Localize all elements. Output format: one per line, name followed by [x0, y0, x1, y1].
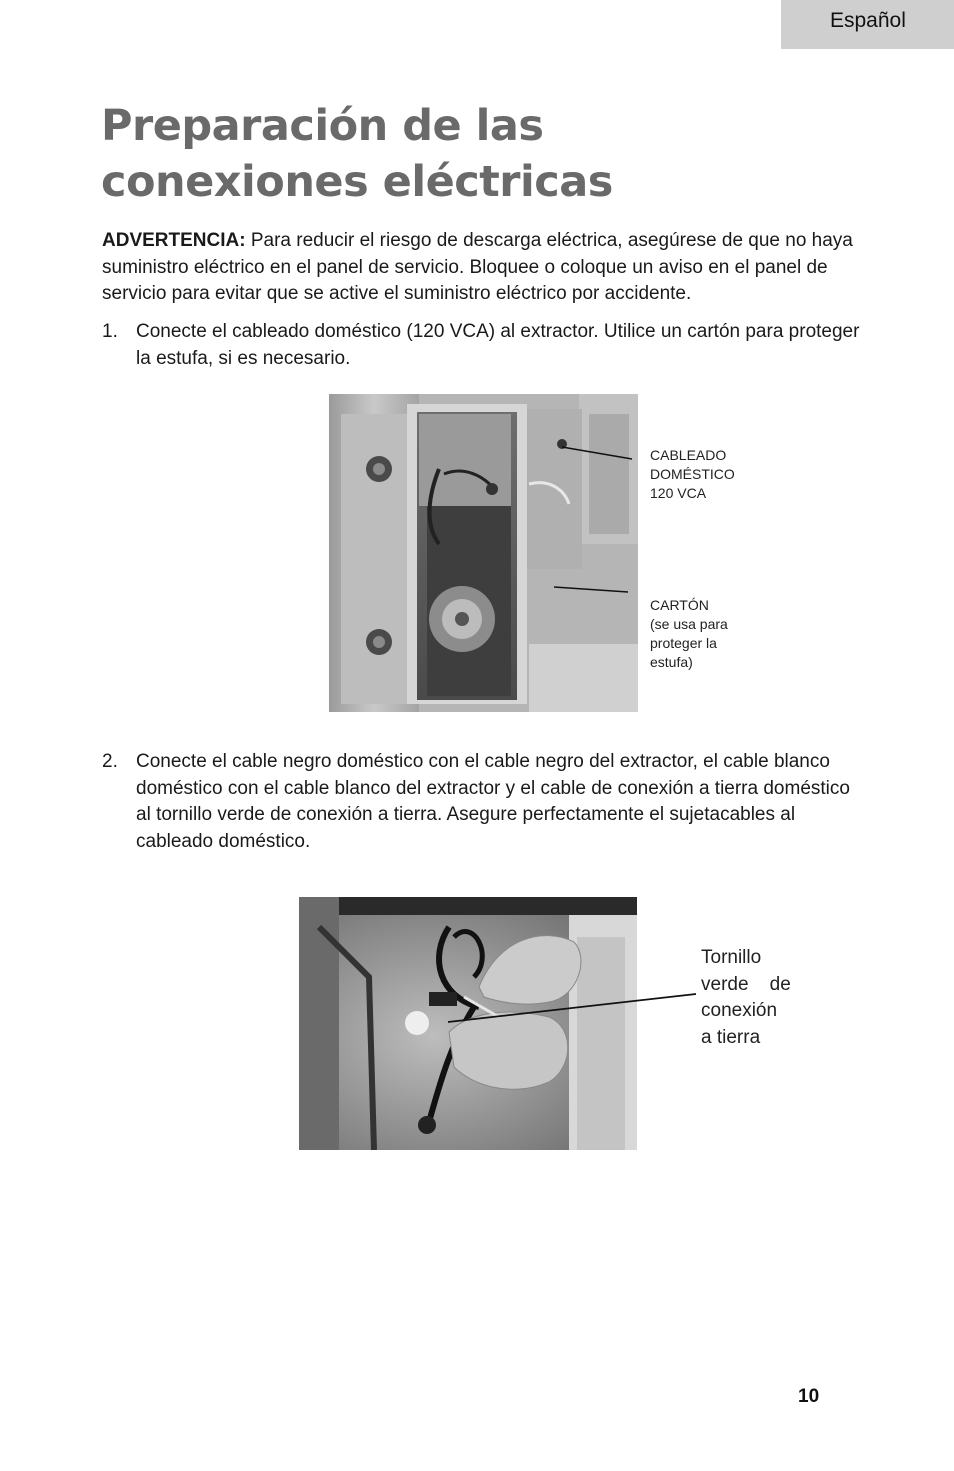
ground-screw-callout-line1: Tornillo: [701, 947, 762, 968]
wiring-callout-line2: DOMÉSTICO: [650, 466, 735, 482]
language-tab: Español: [781, 0, 954, 49]
ground-screw-callout-line4: a tierra: [701, 1026, 761, 1048]
step-1: [102, 319, 862, 372]
step-1-number: 1.: [102, 321, 118, 342]
step-2: [102, 749, 862, 855]
warning-label: ADVERTENCIA:: [102, 230, 246, 251]
carton-callout-line4: estufa): [650, 654, 693, 670]
page-number: 10: [798, 1386, 820, 1407]
page-title: [101, 98, 861, 210]
ground-screw-callout-line3: conexión: [701, 1000, 778, 1021]
carton-callout-line2: (se usa para: [650, 616, 728, 632]
step-2-text: Conecte el cable negro doméstico con el cable negro del extractor, el cable blanco doméstico con el cable blanco del extractor y el cable de conexión a tierra doméstico al tornillo verde de conexión a tierra. Asegure perfectamente el sujetacables al cableado doméstico.: [136, 751, 850, 852]
hood-wiring-photo: [329, 394, 638, 712]
warning-paragraph: [102, 228, 862, 308]
wiring-callout-line3: 120 VCA: [650, 485, 707, 501]
step-1-text: Conecte el cableado doméstico (120 VCA) al extractor. Utilice un cartón para proteger la estufa, si es necesario.: [136, 321, 860, 369]
carton-callout-line3: proteger la: [650, 635, 717, 651]
ground-screw-photo: [299, 897, 637, 1150]
step-2-number: 2.: [102, 751, 118, 772]
warning-text: Para reducir el riesgo de descarga eléctrica, asegúrese de que no haya suministro eléctrico en el panel de servicio. Bloquee o coloque un aviso en el panel de servicio para evitar que se active el suministro eléctrico por accidente.: [102, 230, 853, 304]
page-title-line2: conexiones eléctricas: [101, 157, 613, 207]
ground-screw-callout-line2: verde de: [701, 973, 791, 995]
wiring-callout-line1: CABLEADO: [650, 447, 727, 463]
page-title-line1: Preparación de las: [101, 101, 544, 151]
ground-screw-callout: [701, 945, 791, 1051]
carton-callout-line1: CARTÓN: [650, 597, 709, 613]
wiring-callout: [650, 446, 735, 503]
carton-callout: [650, 596, 728, 672]
